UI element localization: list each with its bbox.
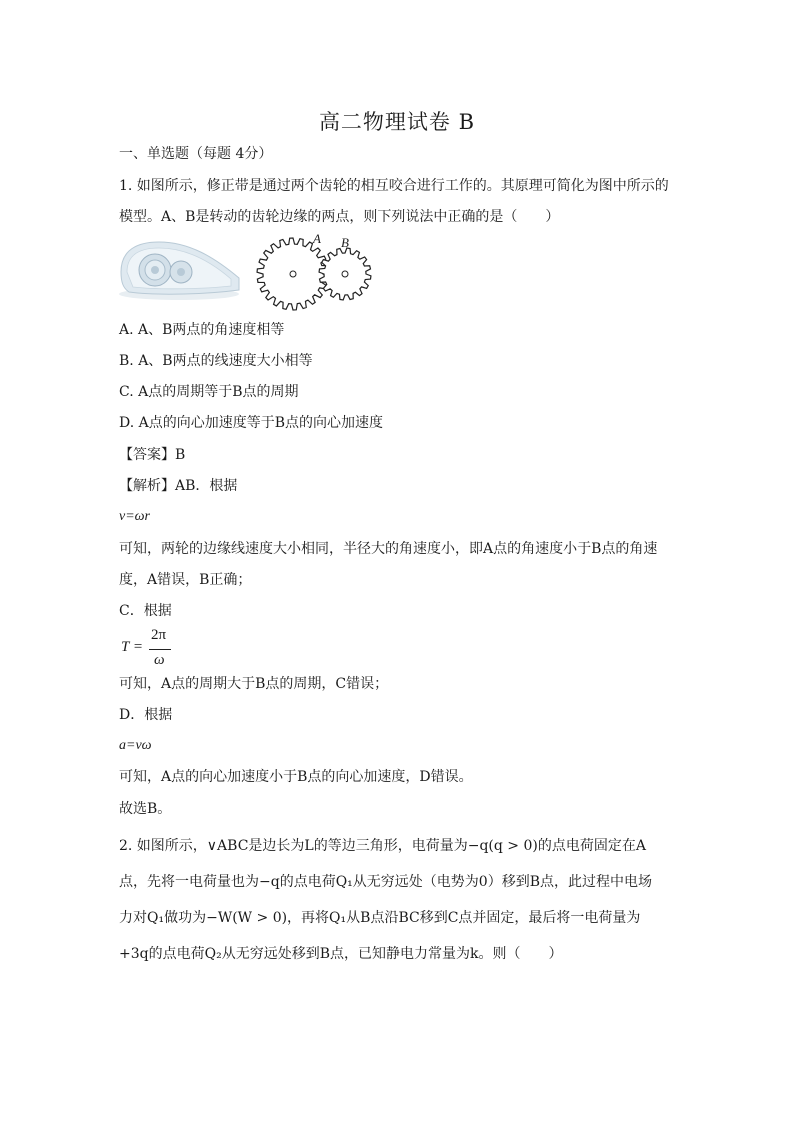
gear-label-b: B	[341, 235, 349, 250]
fraction-bar	[149, 649, 171, 650]
q1-stem-line-1: 1. 如图所示，修正带是通过两个齿轮的相互咬合进行工作的。其原理可简化为图中所示的	[119, 178, 669, 194]
q1-analysis-line-4: C．根据	[119, 603, 172, 619]
q1-option-b: B. A、B两点的线速度大小相等	[119, 353, 313, 369]
q2-stem-line-3: 力对Q₁做功为−W(W > 0)，再将Q₁从B点沿BC移到C点并固定，最后将一电荷量为	[119, 910, 641, 926]
gear-label-a: A	[313, 232, 321, 246]
period-numerator: 2π	[151, 627, 167, 643]
q1-option-c: C. A点的周期等于B点的周期	[119, 384, 299, 400]
q1-formula-acceleration: a=vω	[119, 738, 152, 753]
small-gear-axle	[342, 271, 348, 277]
q2-stem-line-4: +3q的点电荷Q₂从无穷远处移到B点，已知静电力常量为k。则（ ）	[119, 946, 563, 962]
q1-stem-line-2: 模型。A、B是转动的齿轮边缘的两点，则下列说法中正确的是（ ）	[119, 209, 560, 225]
q2-stem-line-1: 2. 如图所示，∨ABC是边长为L的等边三角形，电荷量为−q(q > 0)的点电荷固定在A	[119, 838, 646, 854]
gear-model	[257, 238, 371, 310]
q1-option-a: A. A、B两点的角速度相等	[119, 322, 285, 338]
large-gear-axle	[290, 271, 296, 277]
q1-analysis-line-2: 可知，两轮的边缘线速度大小相同，半径大的角速度小，即A点的角速度小于B点的角速	[119, 541, 658, 557]
correction-tape-image	[119, 242, 239, 300]
q1-answer: 【答案】B	[119, 447, 186, 463]
page-title: 高二物理试卷 B	[318, 110, 476, 134]
q1-analysis-line-6: D．根据	[119, 707, 173, 723]
period-denominator: ω	[154, 652, 165, 668]
q1-analysis-line-8: 故选B。	[119, 801, 172, 817]
q1-option-d: D. A点的向心加速度等于B点的向心加速度	[119, 415, 384, 431]
q1-analysis-line-1: 【解析】AB．根据	[119, 478, 238, 494]
q1-figure	[119, 232, 379, 312]
q1-analysis-line-5: 可知，A点的周期大于B点的周期，C错误；	[119, 676, 389, 692]
q1-analysis-line-7: 可知，A点的向心加速度小于B点的向心加速度，D错误。	[119, 769, 473, 785]
q1-analysis-line-3: 度，A错误，B正确；	[119, 572, 252, 588]
q1-formula-velocity: v=ωr	[119, 509, 150, 524]
section-heading: 一、单选题（每题 4分）	[119, 146, 273, 162]
q1-formula-period	[120, 627, 180, 671]
q2-stem-line-2: 点，先将一电荷量也为−q的点电荷Q₁从无穷远处（电势为0）移到B点，此过程中电场	[119, 874, 652, 890]
period-lhs: T =	[121, 639, 143, 655]
